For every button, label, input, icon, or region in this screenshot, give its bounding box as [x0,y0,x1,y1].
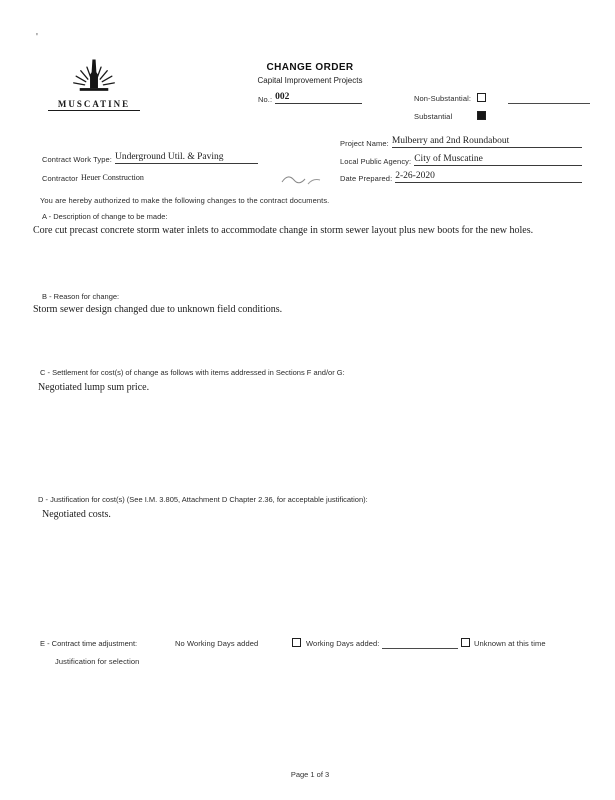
section-d-value: Negotiated costs. [42,509,111,520]
justification-for-selection-label: Justification for selection [55,657,140,666]
stray-mark [280,170,324,193]
substantial-label: Substantial [414,112,453,121]
date-prepared-value: 2-26-2020 [395,171,582,183]
section-b-value: Storm sewer design changed due to unknown field conditions. [33,304,283,315]
project-name-field [340,136,582,148]
sunburst-statue-icon [52,83,136,100]
working-days-fill-line [382,648,458,649]
contract-work-type-field [42,152,258,164]
no-working-days-label: No Working Days added [175,639,259,648]
project-name-value: Mulberry and 2nd Roundabout [392,136,582,148]
document-title: CHANGE ORDER [266,62,354,73]
project-name-label: Project Name: [340,139,389,148]
muscatine-logo [48,50,140,111]
stray-mark: ' [36,32,38,43]
number-label: No.: [258,95,273,104]
page-number: Page 1 of 3 [290,770,330,779]
substantial-checkbox[interactable] [477,111,486,120]
contractor-value: Heuer Construction [81,173,144,182]
contractor-field [42,172,212,183]
contract-work-type-value: Underground Util. & Paving [115,152,258,164]
working-days-checkbox[interactable] [292,638,301,647]
local-public-agency-value: City of Muscatine [414,154,582,166]
non-substantial-checkbox[interactable] [477,93,486,102]
authorization-text: You are hereby authorized to make the following changes to the contract documents. [40,196,330,205]
contractor-label: Contractor [42,174,79,183]
contract-work-type-label: Contract Work Type: [42,155,112,164]
section-a-value: Core cut precast concrete storm water inlets to accommodate change in storm sewer layout plus new boots for the new holes. [33,225,534,236]
section-d-label: D - Justification for cost(s) (See I.M. 3.805, Attachment D Chapter 2.36, for acceptable justification): [38,495,368,504]
section-a-label: A - Description of change to be made: [42,212,168,221]
unknown-checkbox[interactable] [461,638,470,647]
logo-wordmark: MUSCATINE [48,99,140,111]
section-c-label: C - Settlement for cost(s) of change as follows with items addressed in Sections F and/or G: [40,368,345,377]
number-value: 002 [275,92,362,104]
section-b-label: B - Reason for change: [42,292,120,301]
section-c-value: Negotiated lump sum price. [38,382,150,393]
change-order-number-field [258,92,362,104]
local-public-agency-field [340,154,582,166]
unknown-label: Unknown at this time [474,639,546,648]
document-subtitle: Capital Improvement Projects [257,76,363,85]
local-public-agency-label: Local Public Agency: [340,157,412,166]
date-prepared-field [340,171,582,183]
date-prepared-label: Date Prepared: [340,174,393,183]
non-substantial-label: Non-Substantial: [414,94,472,103]
working-days-label: Working Days added: [306,639,380,648]
section-e-label: E - Contract time adjustment: [40,639,138,648]
fill-line [508,103,590,104]
